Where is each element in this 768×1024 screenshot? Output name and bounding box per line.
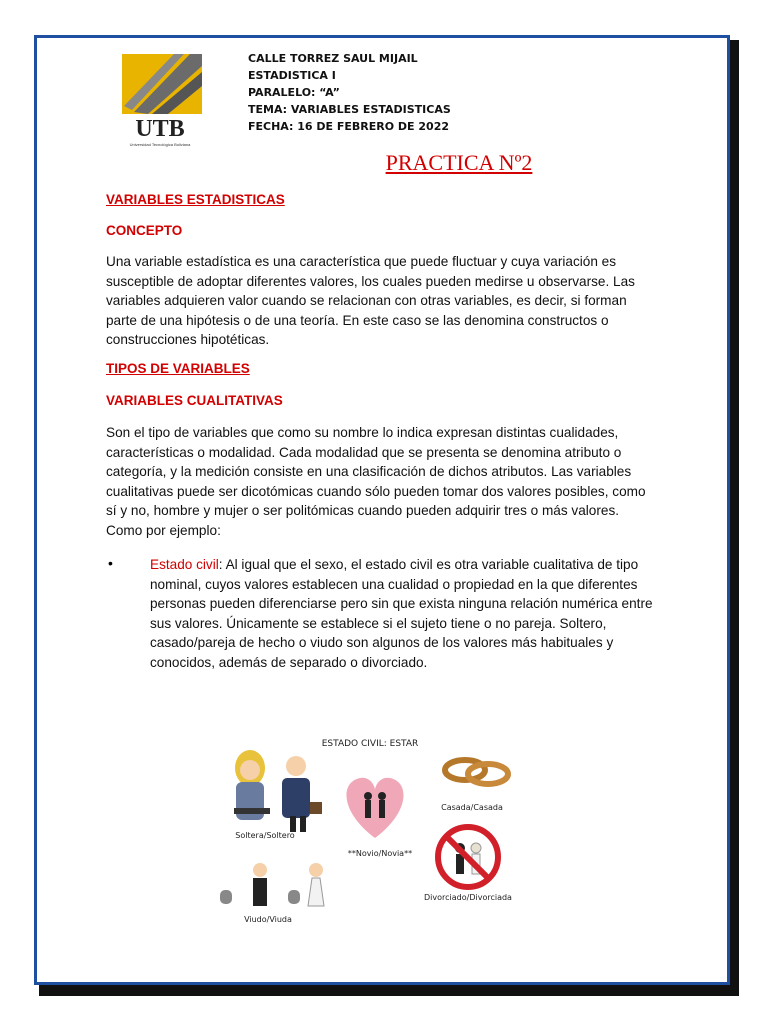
logo-subtext: Universidad Tecnológica Boliviana bbox=[129, 142, 191, 147]
variables-heading: VARIABLES ESTADISTICAS bbox=[106, 192, 285, 207]
concept-paragraph: Una variable estadística es una característica que puede fluctuar y cuya variación es susceptible de adoptar diferentes valores, los cuales pueden medirse u observarse. Las variables adquieren valor cuando se relacionan con otras variables, es decir, si forman parte de una hipótesis o de una teoría. En este caso se las denomina constructos o construcciones hipotéticas. bbox=[106, 254, 635, 347]
widowed-label: Viudo/Viuda bbox=[244, 915, 292, 924]
couple-label: **Novio/Novia** bbox=[347, 849, 413, 858]
woman-figure-icon bbox=[234, 750, 270, 820]
date-label: FECHA: 16 DE FEBRERO DE 2022 bbox=[248, 120, 450, 133]
topic-label: TEMA: VARIABLES ESTADISTICAS bbox=[248, 103, 451, 116]
course-name: ESTADISTICA I bbox=[248, 69, 336, 82]
group-label: PARALELO: “A” bbox=[248, 86, 340, 99]
student-name: CALLE TORREZ SAUL MIJAIL bbox=[248, 52, 418, 65]
illustration-title: ESTADO CIVIL: ESTAR bbox=[321, 739, 419, 749]
types-heading: TIPOS DE VARIABLES bbox=[106, 361, 250, 376]
man-figure-icon bbox=[282, 756, 322, 832]
utb-logo bbox=[112, 46, 208, 150]
practice-title: PRACTICA Nº2 bbox=[385, 150, 533, 175]
logo-text: UTB bbox=[135, 116, 185, 142]
married-label: Casada/Casada bbox=[441, 803, 503, 812]
bullet-paragraph bbox=[150, 555, 670, 672]
heart-icon bbox=[346, 778, 403, 838]
header-info bbox=[248, 50, 451, 135]
civil-status-illustration bbox=[210, 730, 540, 930]
single-label: Soltera/Soltero bbox=[235, 831, 295, 840]
list-item bbox=[108, 555, 653, 672]
no-couple-icon bbox=[438, 827, 498, 887]
bullet-dot-icon: • bbox=[108, 555, 113, 571]
qualitative-heading: VARIABLES CUALITATIVAS bbox=[106, 393, 283, 408]
rings-icon bbox=[445, 760, 508, 784]
concept-heading: CONCEPTO bbox=[106, 223, 183, 238]
widow-figures-icon bbox=[220, 863, 324, 906]
bullet-text: : Al igual que el sexo, el estado civil es otra variable cualitativa de tipo nominal, cuyos valores establecen una cualidad o propiedad en la que diferentes personas pueden diferenciarse pero sin que exista ninguna relación numérica entre sus valores. Únicamente se establece si el sujeto tiene o no pareja. Soltero, casado/pareja de hecho o viudo son algunos de los valores más habituales y conocidos, además de separado o divorciado. bbox=[150, 557, 653, 670]
bullet-term: Estado civil bbox=[150, 557, 219, 572]
divorced-label: Divorciado/Divorciada bbox=[424, 893, 512, 902]
qualitative-paragraph: Son el tipo de variables que como su nombre lo indica expresan distintas cualidades, características o modalidad. Cada modalidad que se presenta se denomina atributo o categoría, y la medición consiste en una clasificación de dichos atributos. Las variables cualitativas puede ser dicotómicas cuando sólo pueden tomar dos valores posibles, como sí y no, hombre y mujer o ser politómicas cuando pueden adquirir tres o más valores. Como por ejemplo: bbox=[106, 425, 646, 538]
